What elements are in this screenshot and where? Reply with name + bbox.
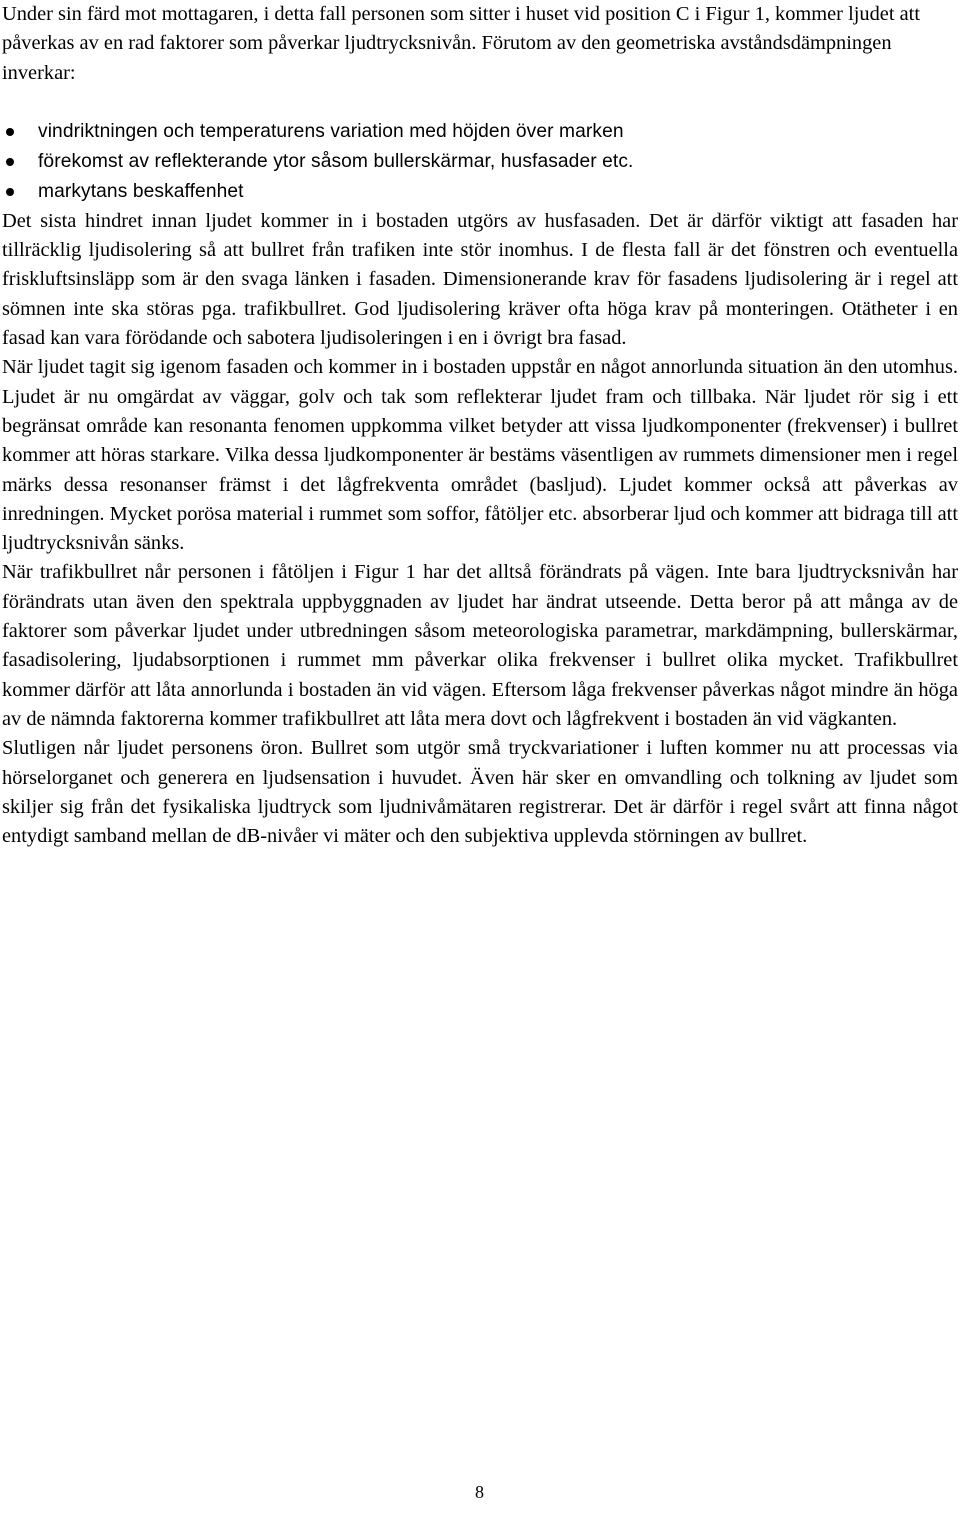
list-item-text: förekomst av reflekterande ytor såsom bullerskärmar, husfasader etc. — [38, 150, 634, 172]
bullet-icon — [6, 128, 14, 136]
list-item — [2, 177, 958, 207]
spectrum-paragraph: När trafikbullret når personen i fåtöljen i Figur 1 har det alltså förändrats på vägen. Inte bara ljudtrycksnivån har förändrats utan även den spektrala uppbyggnaden av ljudet har ändrat utseende. Detta beror på att många av de faktorer som påverkar ljudet under utbredningen såsom meteorologiska parametrar, markdämpning, bullerskärmar, fasadisolering, ljudabsorptionen i rummet mm påverkar olika frekvenser i bullret olika mycket. Trafikbullret kommer därför att låta annorlunda i bostaden än vid vägen. Eftersom låga frekvenser påverkas något mindre än höga av de nämnda faktorerna kommer trafikbullret att låta mera dovt och lågfrekvent i bostaden än vid vägkanten. — [2, 561, 958, 730]
intro-paragraph: Under sin färd mot mottagaren, i detta fall personen som sitter i huset vid position C i Figur 1, kommer ljudet att påverkas av en rad faktorer som påverkar ljudtrycksnivån. Förutom av den geometriska avståndsdämpningen inverkar: — [2, 3, 920, 84]
list-item-text: vindriktningen och temperaturens variation med höjden över marken — [38, 120, 624, 142]
indoor-paragraph: När ljudet tagit sig igenom fasaden och kommer in i bostaden uppstår en något annorlunda situation än den utomhus. Ljudet är nu omgärdat av väggar, golv och tak som reflekterar ljudet fram och tillbaka. När ljudet rör sig i ett begränsat område kan resonanta fenomen uppkomma vilket betyder att vissa ljudkomponenter (frekvenser) i bullret kommer att höras starkare. Vilka dessa ljudkomponenter är bestäms väsentligen av rummets dimensioner men i regel märks dessa resonanser främst i det lågfrekventa området (basljud). Ljudet kommer också att påverkas av inredningen. Mycket porösa material i rummet som soffor, fåtöljer etc. absorberar ljud och kommer att bidraga till att ljudtrycksnivån sänks. — [2, 356, 958, 555]
perception-paragraph: Slutligen når ljudet personens öron. Bullret som utgör små tryckvariationer i luften kommer nu att processas via hörselorganet och generera en ljudsensation i huvudet. Även här sker en omvandling och tolkning av ljudet som skiljer sig från det fysikaliska ljudtryck som ljudnivåmätaren registrerar. Det är därför i regel svårt att finna något entydigt samband mellan de dB-nivåer vi mäter och den subjektiva upplevda störningen av bullret. — [2, 737, 958, 848]
list-item — [2, 117, 958, 147]
facade-paragraph: Det sista hindret innan ljudet kommer in i bostaden utgörs av husfasaden. Det är därför viktigt att fasaden har tillräcklig ljudisolering så att bullret från trafiken inte stör inomhus. I de flesta fall är det fönstren och eventuella friskluftsinsläpp som är den svaga länken i fasaden. Dimensionerande krav för fasadens ljudisolering är i regel att sömnen inte ska störas pga. trafikbullret. God ljudisolering kräver ofta höga krav på monteringen. Otätheter i en fasad kan vara förödande och sabotera ljudisoleringen i en i övrigt bra fasad. — [2, 209, 958, 350]
bullet-icon — [6, 158, 14, 166]
factor-list — [2, 117, 958, 207]
list-item — [2, 147, 958, 177]
page-number: 8 — [475, 1482, 484, 1502]
bullet-icon — [6, 188, 14, 196]
document-body — [2, 0, 958, 851]
list-item-text: markytans beskaffenhet — [38, 180, 244, 202]
